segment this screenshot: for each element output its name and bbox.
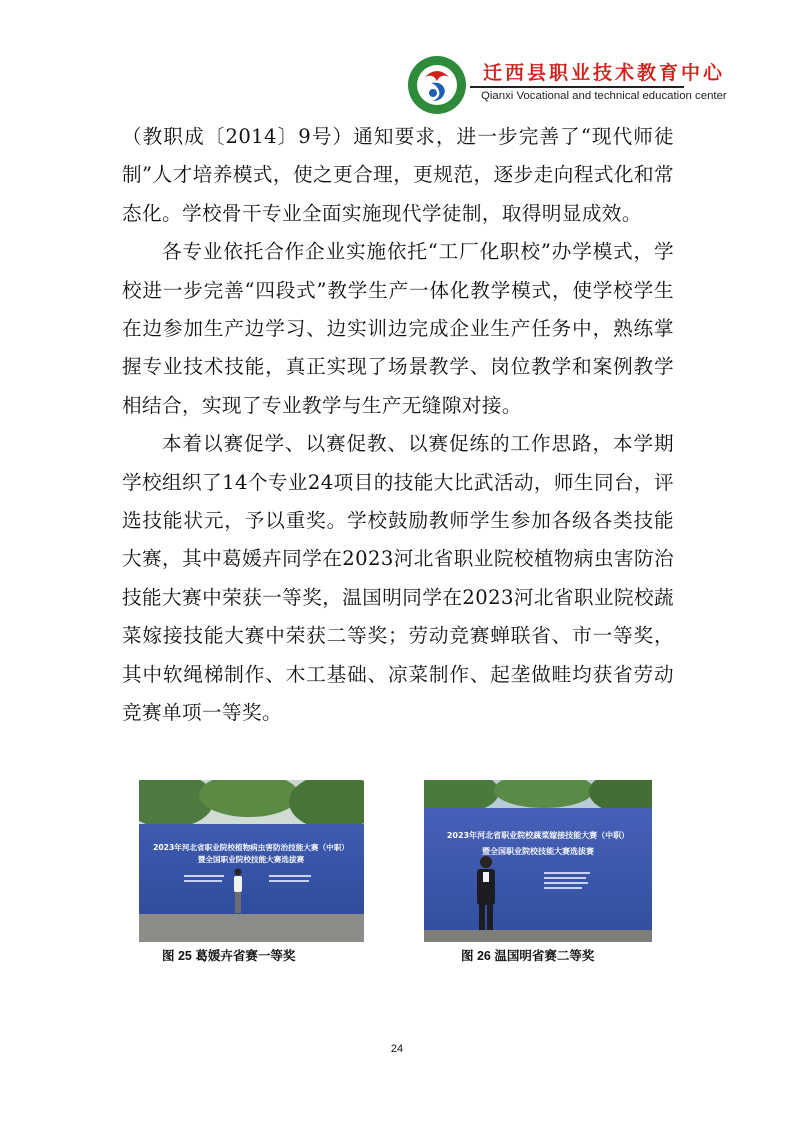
- paragraph: 本着以赛促学、以赛促教、以赛促练的工作思路，本学期学校组织了14个专业24项目的技能大比武活动，师生同台，评选技能状元，予以重奖。学校鼓励教师学生参加各级各类技能大赛，其中葛媛卉同学在2023河北省职业院校植物病虫害防治技能大赛中荣获一等奖，温国明同学在2023河北省职业院校蔬菜嫁接技能大赛中荣获二等奖；劳动竞赛蝉联省、市一等奖，其中软绳梯制作、木工基础、凉菜制作、起垄做畦均获省劳动竞赛单项一等奖。: [122, 432, 674, 725]
- paragraph: 各专业依托合作企业实施依托“工厂化职校”办学模式，学校进一步完善“四段式”教学生产一体化教学模式，使学校学生在边参加生产边学习、边实训边完成企业生产任务中，熟练掌握专业技术技能，真正实现了场景教学、岗位教学和案例教学相结合，实现了专业教学与生产无缝隙对接。: [122, 240, 674, 417]
- body-text: [122, 118, 674, 733]
- figure-photo-competition-1: [139, 780, 364, 942]
- header-title-en: Qianxi Vocational and technical education center: [481, 90, 727, 102]
- paragraph: （教职成〔2014〕9号）通知要求，进一步完善了“现代师徒制”人才培养模式，使之更合理，更规范，逐步走向程式化和常态化。学校骨干专业全面实施现代学徒制，取得明显成效。: [122, 125, 674, 225]
- figure-caption: 图 25 葛媛卉省赛一等奖: [162, 949, 296, 963]
- banner-title: 2023年河北省职业院校植物病虫害防治技能大赛（中职）: [153, 843, 349, 852]
- header-divider: [470, 86, 684, 88]
- banner-subtitle: 暨全国职业院校技能大赛选拔赛: [197, 855, 305, 864]
- school-logo: [407, 55, 467, 115]
- header-title-cn: 迁西县职业技术教育中心: [483, 62, 726, 84]
- page-number: 24: [390, 1043, 404, 1055]
- figure-photo-competition-2: [424, 780, 652, 942]
- figure-caption: 图 26 温国明省赛二等奖: [461, 949, 595, 963]
- banner-subtitle: 暨全国职业院校技能大赛选拔赛: [482, 847, 594, 856]
- banner-title: 2023年河北省职业院校蔬菜嫁接技能大赛（中职）: [446, 831, 630, 840]
